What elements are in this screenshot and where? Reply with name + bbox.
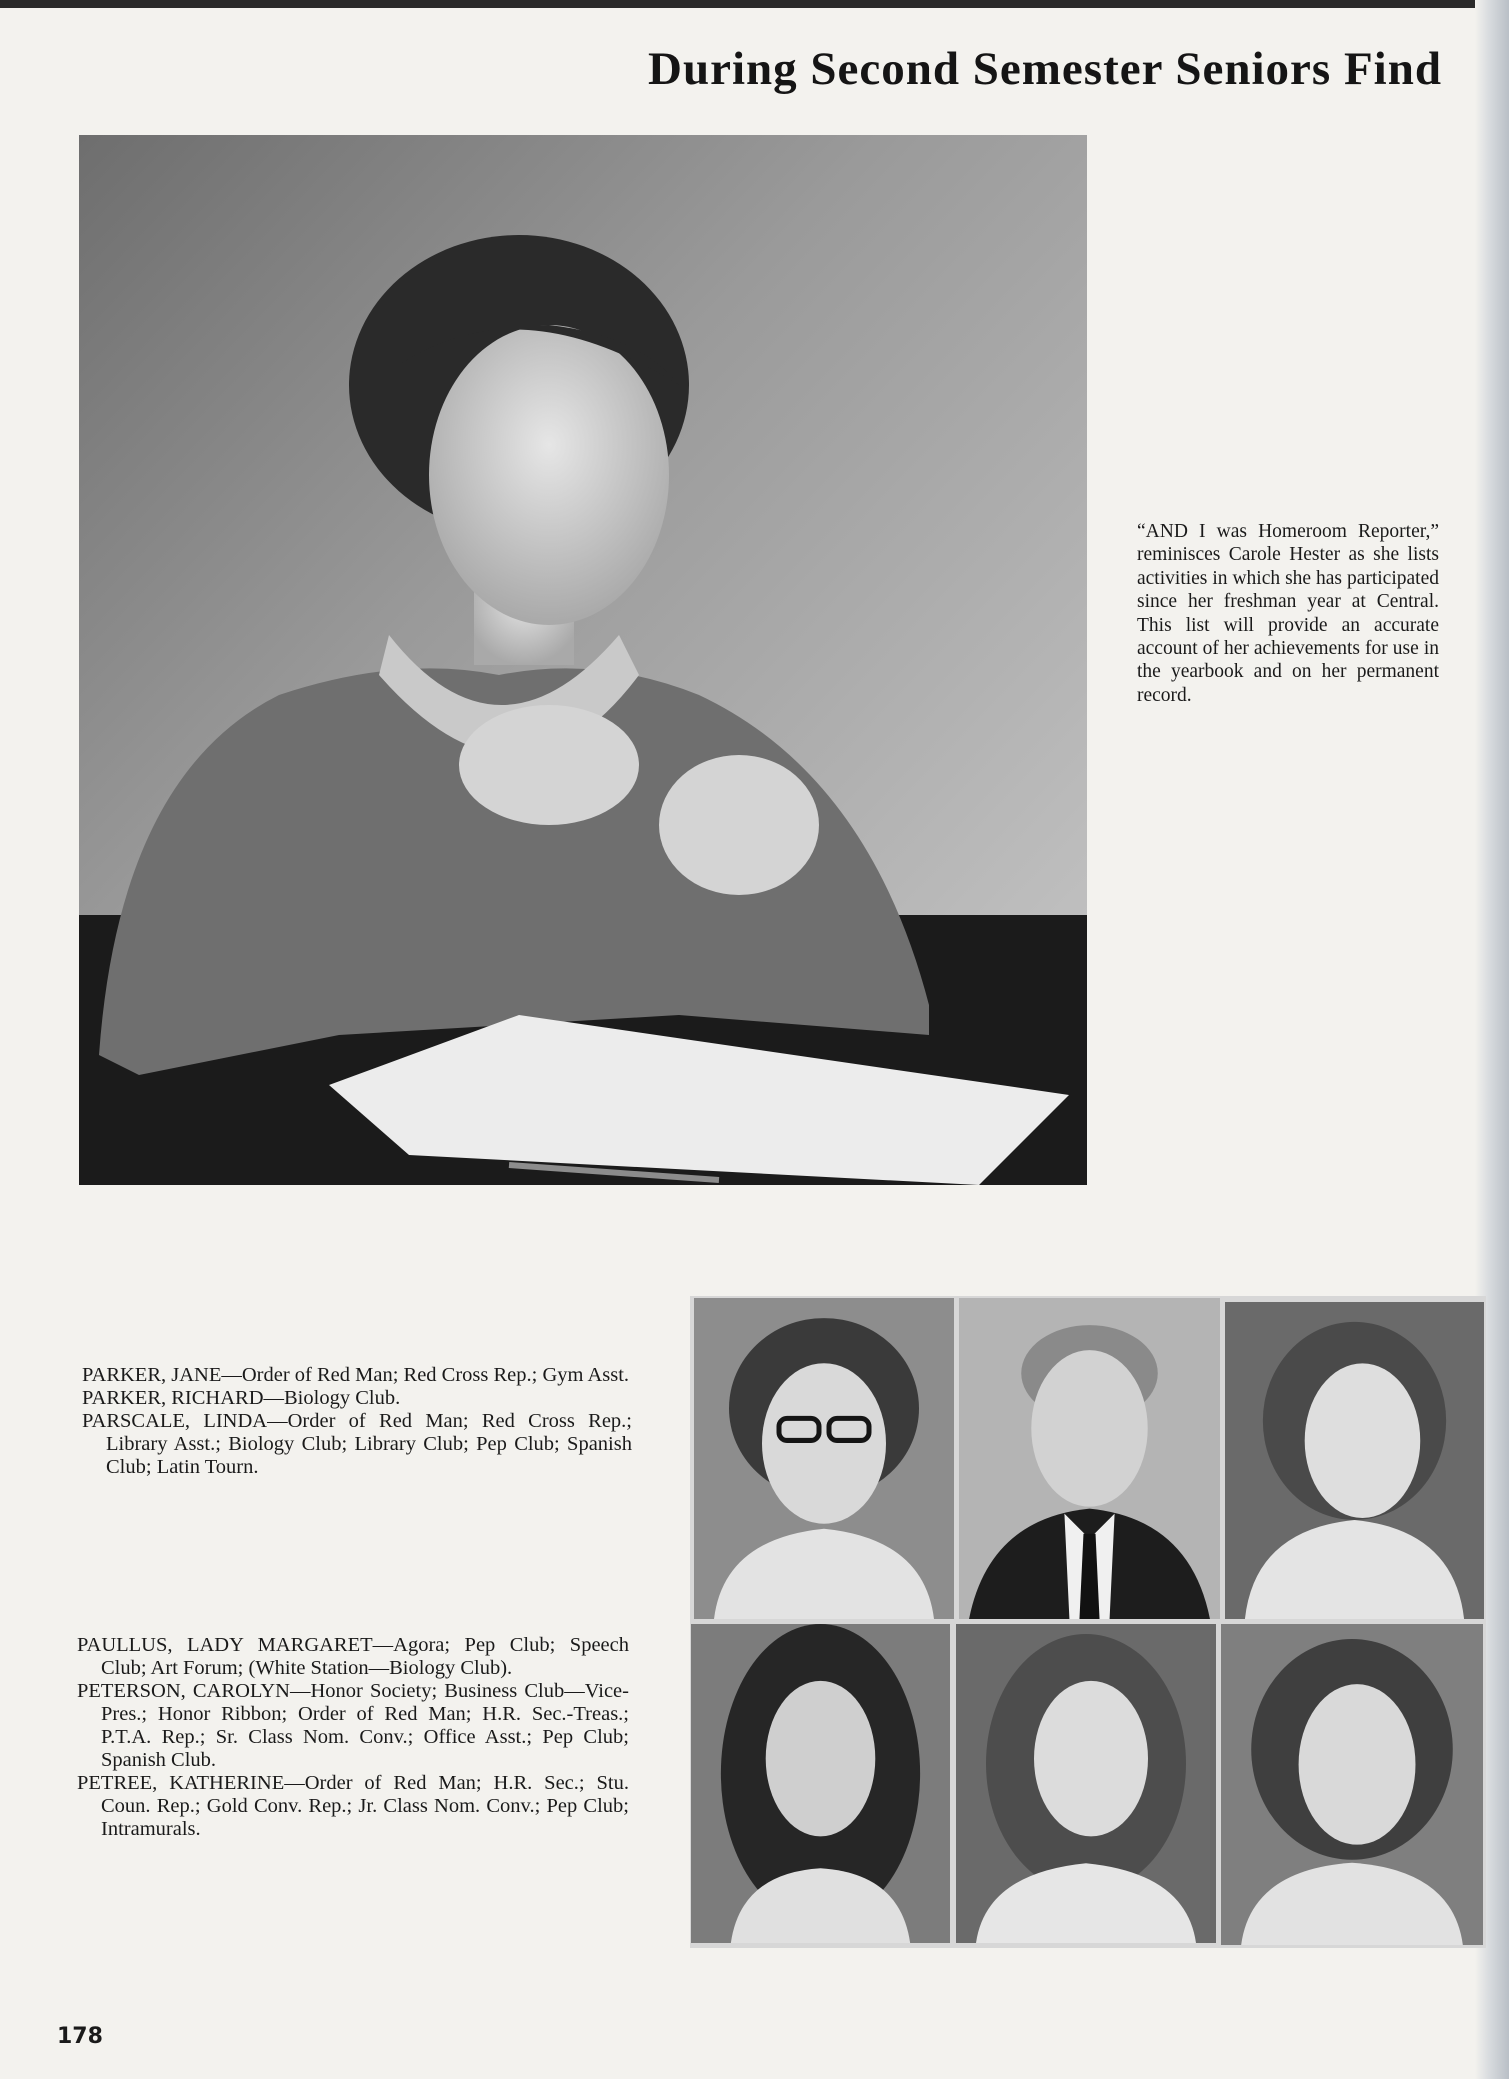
portrait-image: [956, 1624, 1216, 1943]
main-photo-image: [79, 135, 1087, 1185]
portrait-photo: [694, 1298, 954, 1619]
main-photo: [79, 135, 1087, 1185]
portrait-image: [1225, 1302, 1484, 1619]
roster-entry: PAULLUS, LADY MARGARET—Agora; Pep Club; Speech Club; Art Forum; (White Station—Biology Club).: [77, 1634, 629, 1679]
portrait-photo: [1221, 1624, 1483, 1945]
page-headline: During Second Semester Seniors Find: [648, 43, 1442, 95]
roster-entry: PARSCALE, LINDA—Order of Red Man; Red Cross Rep.; Library Asst.; Biology Club; Library Club; Pep Club; Spanish Club; Latin Tourn.: [82, 1410, 632, 1478]
portrait-photo: [691, 1624, 950, 1943]
roster-entry: PETREE, KATHERINE—Order of Red Man; H.R. Sec.; Stu. Coun. Rep.; Gold Conv. Rep.; Jr. Class Nom. Conv.; Pep Club; Intramurals.: [77, 1772, 629, 1840]
photo-caption: “AND I was Homeroom Reporter,” reminisces Carole Hester as she lists activities in which she has participated since her freshman year at Central. This list will provide an accurate account of her achievements for use in the yearbook and on her permanent record.: [1137, 521, 1439, 706]
page-top-edge: [0, 0, 1509, 8]
portrait-photo: [1225, 1302, 1484, 1619]
portrait-photo: [959, 1298, 1220, 1619]
portrait-image: [691, 1624, 950, 1943]
portrait-image: [694, 1298, 954, 1619]
roster-entry: PARKER, JANE—Order of Red Man; Red Cross Rep.; Gym Asst.: [82, 1364, 630, 1386]
roster-entry: PETERSON, CAROLYN—Honor Society; Business Club—Vice-Pres.; Honor Ribbon; Order of Red Man; H.R. Sec.-Treas.; P.T.A. Rep.; Sr. Class Nom. Conv.; Office Asst.; Pep Club; Spanish Club.: [77, 1680, 629, 1771]
page-number: 178: [57, 2024, 103, 2049]
senior-roster-group-2: [77, 1634, 629, 1841]
portrait-image: [1221, 1624, 1483, 1945]
roster-entry: PARKER, RICHARD—Biology Club.: [82, 1387, 401, 1409]
senior-roster-group-1: [82, 1364, 632, 1479]
portrait-image: [959, 1298, 1220, 1619]
portrait-photo: [956, 1624, 1216, 1943]
